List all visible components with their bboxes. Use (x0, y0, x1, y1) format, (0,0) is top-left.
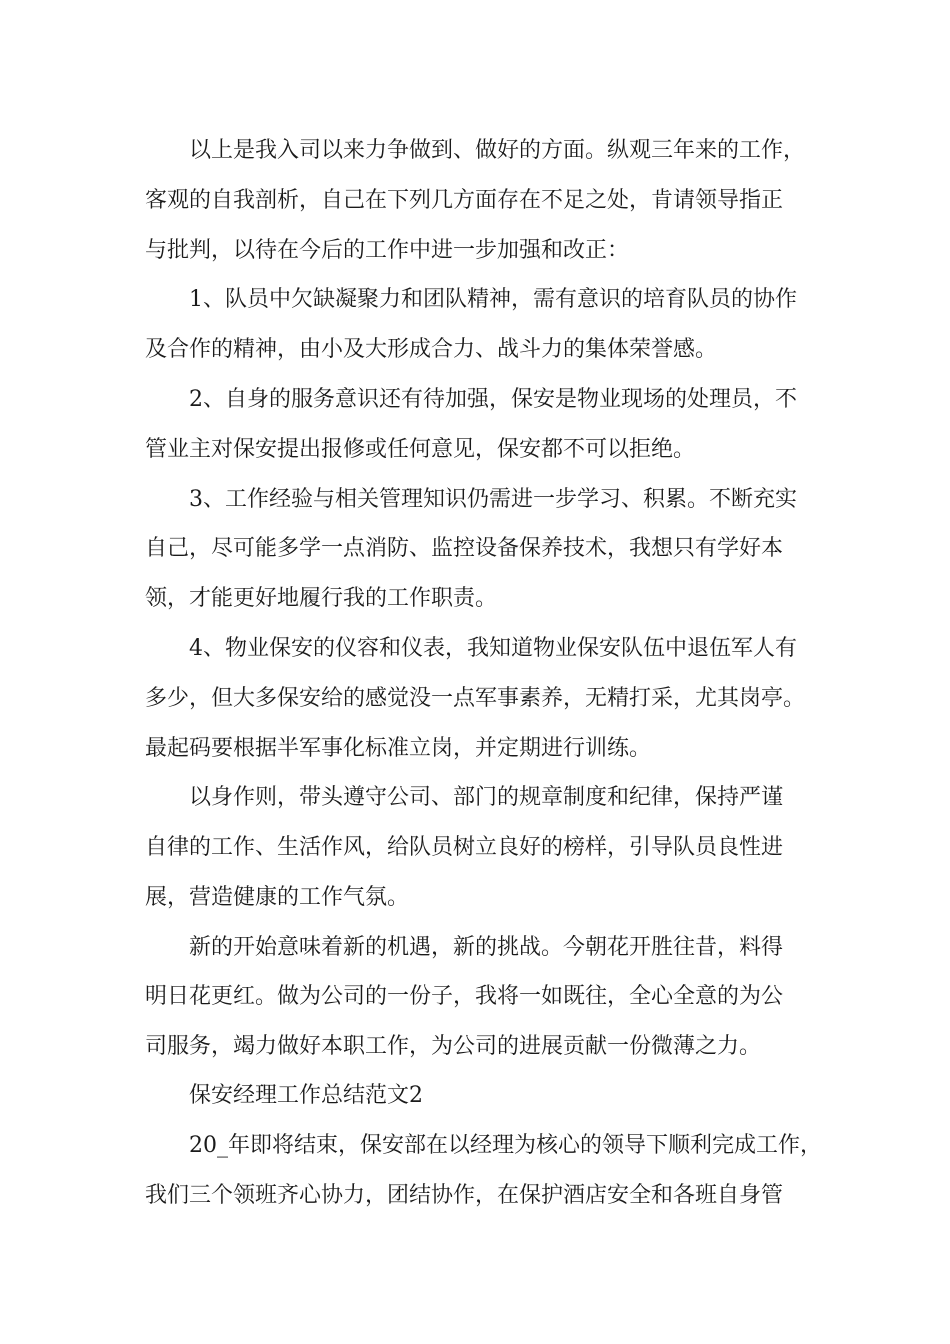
text-line: 多少，但大多保安给的感觉没一点军事素养，无精打采，尤其岗亭。 (145, 686, 806, 711)
text-line: 客观的自我剖析，自己在下列几方面存在不足之处，肯请领导指正 (145, 188, 784, 213)
text-line: 领，才能更好地履行我的工作职责。 (145, 586, 498, 611)
text-line: 2、自身的服务意识还有待加强，保安是物业现场的处理员，不 (145, 387, 797, 412)
section-heading: 保安经理工作总结范文2 (145, 1083, 423, 1108)
text-line: 自律的工作、生活作风，给队员树立良好的榜样，引导队员良性进 (145, 835, 784, 860)
text-line: 新的开始意味着新的机遇，新的挑战。今朝花开胜往昔，料得 (145, 935, 784, 960)
text-line: 管业主对保安提出报修或任何意见，保安都不可以拒绝。 (145, 437, 696, 462)
text-line: 以身作则，带头遵守公司、部门的规章制度和纪律，保持严谨 (145, 785, 784, 810)
text-line: 自己，尽可能多学一点消防、监控设备保养技术，我想只有学好本 (145, 536, 784, 561)
text-line: 最起码要根据半军事化标准立岗，并定期进行训练。 (145, 736, 652, 761)
text-line: 明日花更红。做为公司的一份子，我将一如既往，全心全意的为公 (145, 984, 784, 1009)
text-line: 我们三个领班齐心协力，团结协作，在保护酒店安全和各班自身管 (145, 1183, 784, 1208)
text-line: 3、工作经验与相关管理知识仍需进一步学习、积累。不断充实 (145, 487, 797, 512)
text-line: 20_年即将结束，保安部在以经理为核心的领导下顺利完成工作， (145, 1133, 822, 1158)
text-line: 及合作的精神，由小及大形成合力、战斗力的集体荣誉感。 (145, 337, 718, 362)
text-line: 4、物业保安的仪容和仪表，我知道物业保安队伍中退伍军人有 (145, 636, 797, 661)
text-line: 以上是我入司以来力争做到、做好的方面。纵观三年来的工作， (145, 138, 806, 163)
text-line: 1、队员中欠缺凝聚力和团队精神，需有意识的培育队员的协作 (145, 287, 797, 312)
text-line: 展，营造健康的工作气氛。 (145, 885, 410, 910)
text-line: 司服务，竭力做好本职工作，为公司的进展贡献一份微薄之力。 (145, 1034, 762, 1059)
text-line: 与批判，以待在今后的工作中进一步加强和改正： (145, 238, 630, 263)
